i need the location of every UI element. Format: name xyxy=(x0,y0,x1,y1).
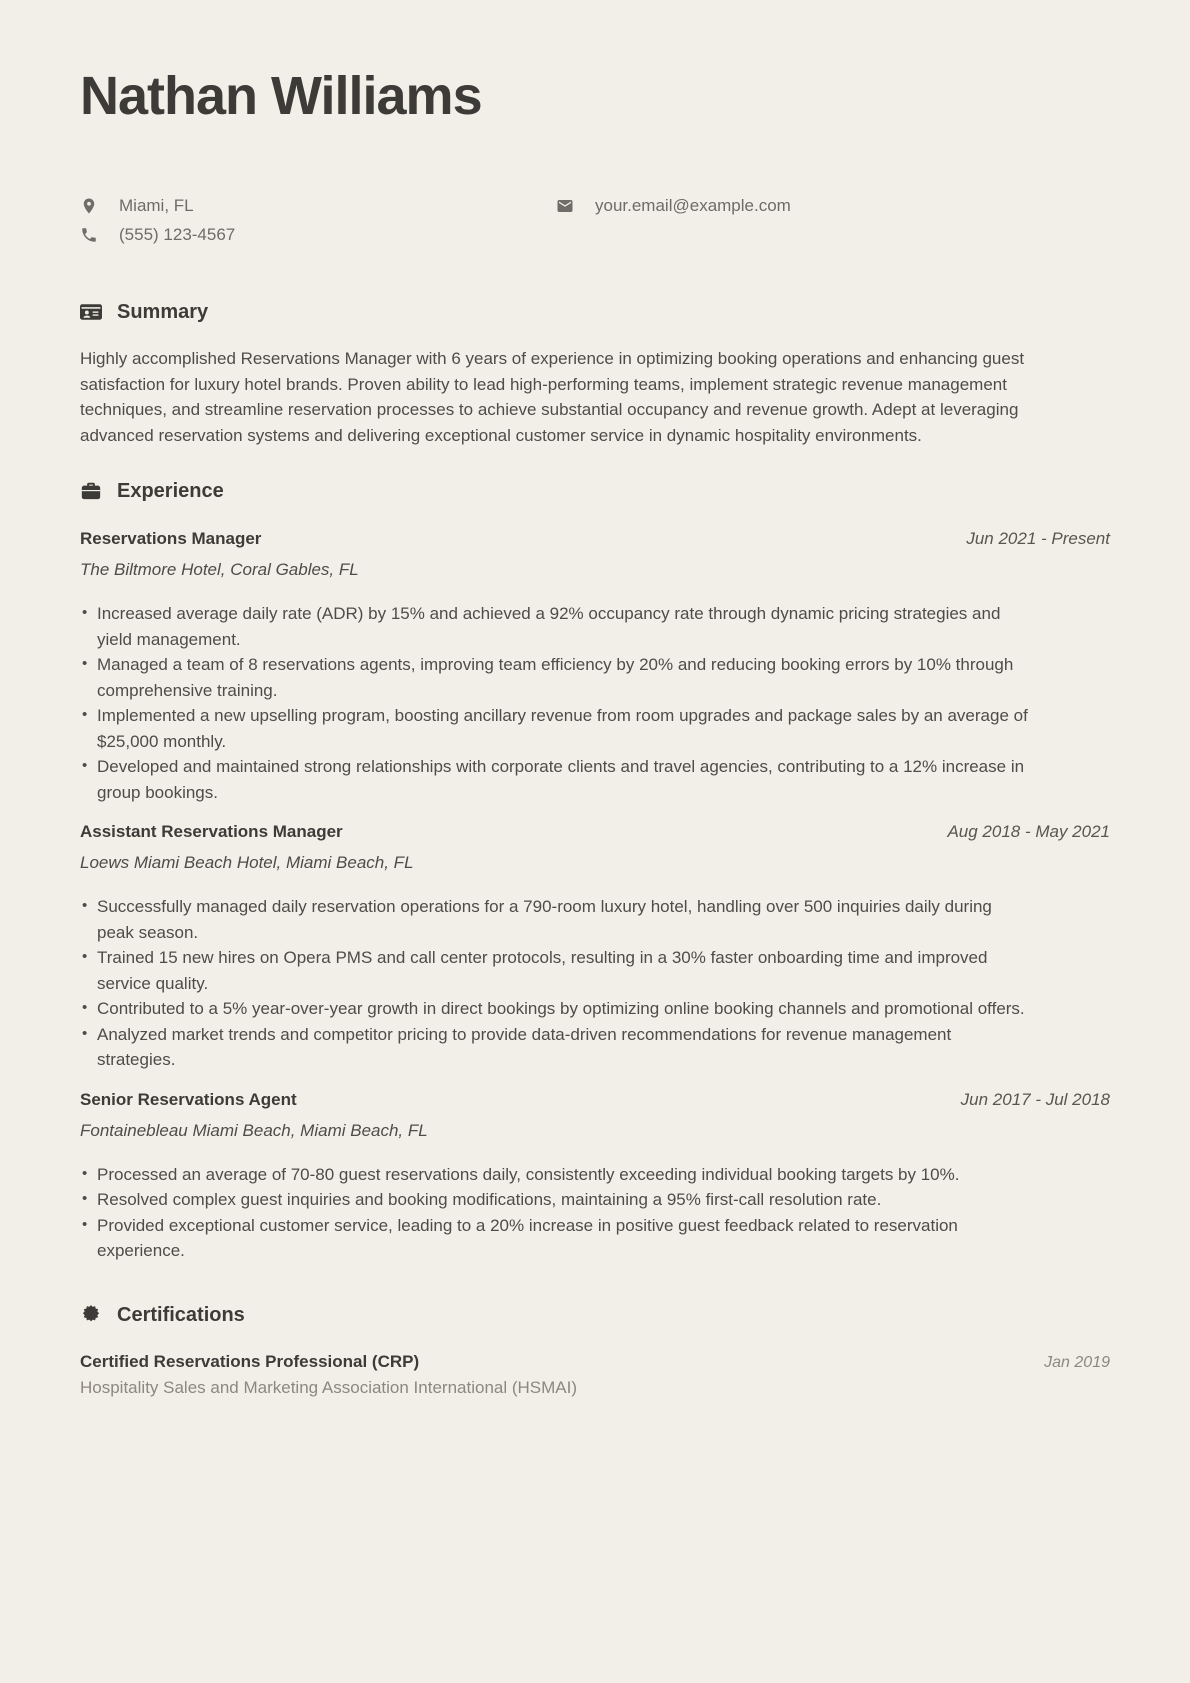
job-dates: Aug 2018 - May 2021 xyxy=(947,822,1110,841)
id-card-icon xyxy=(80,301,102,323)
job-entry xyxy=(80,529,1110,805)
job-bullet: • Resolved complex guest inquiries and booking modifications, maintaining a 95% first-call resolution rate. xyxy=(80,1187,1030,1213)
contact-phone xyxy=(80,225,556,245)
contact-email-text: your.email@example.com xyxy=(595,196,791,215)
experience-title: Experience xyxy=(117,480,224,502)
job-title: Senior Reservations Agent xyxy=(80,1089,297,1109)
summary-text: Highly accomplished Reservations Manager with 6 years of experience in optimizing booking operations and enhancing guest satisfaction for luxury hotel brands. Proven ability to lead high-performing teams, implement strategic revenue management techniques, and streamline reservation processes to achieve substantial occupancy and revenue growth. Adept at leveraging advanced reservation systems and delivering exceptional customer service in dynamic hospitality environments. xyxy=(80,349,1025,445)
job-bullet: • Developed and maintained strong relationships with corporate clients and travel agencies, contributing to a 12% increase in group bookings. xyxy=(80,754,1030,805)
job-bullet: • Analyzed market trends and competitor pricing to provide data-driven recommendations for revenue management strategies. xyxy=(80,1022,1030,1073)
certifications-title: Certifications xyxy=(117,1303,245,1326)
job-bullet-list xyxy=(80,894,1030,1073)
job-bullet-list xyxy=(80,1162,1030,1264)
contact-info xyxy=(80,196,1110,245)
envelope-icon xyxy=(556,197,574,215)
job-bullet: • Contributed to a 5% year-over-year growth in direct bookings by optimizing online booking channels and promotional offers. xyxy=(80,996,1030,1022)
certification-name: Certified Reservations Professional (CRP) xyxy=(80,1351,420,1371)
section-certifications xyxy=(80,1304,1110,1398)
job-bullet: • Increased average daily rate (ADR) by 15% and achieved a 92% occupancy rate through dynamic pricing strategies and yield management. xyxy=(80,601,1030,652)
job-bullet: • Provided exceptional customer service, leading to a 20% increase in positive guest feedback related to reservation experience. xyxy=(80,1213,1030,1264)
summary-title: Summary xyxy=(117,301,209,323)
contact-location xyxy=(80,196,556,216)
job-company: Loews Miami Beach Hotel, Miami Beach, FL xyxy=(80,853,414,872)
certification-entry xyxy=(80,1352,1110,1398)
job-entry xyxy=(80,1090,1110,1264)
summary-header xyxy=(80,301,1110,323)
section-summary xyxy=(80,301,1110,448)
job-title-row xyxy=(80,1090,1110,1110)
job-bullet: • Processed an average of 70-80 guest reservations daily, consistently exceeding individual booking targets by 10%. xyxy=(80,1162,1030,1188)
job-bullet: • Managed a team of 8 reservations agents, improving team efficiency by 20% and reducing booking errors by 10% through comprehensive training. xyxy=(80,652,1030,703)
candidate-name: Nathan Williams xyxy=(80,66,482,126)
job-title: Reservations Manager xyxy=(80,529,262,548)
contact-email xyxy=(556,196,1110,216)
briefcase-icon xyxy=(80,480,102,502)
job-bullet: • Successfully managed daily reservation operations for a 790-room luxury hotel, handling over 500 inquiries daily during peak season. xyxy=(80,894,1030,945)
job-title: Assistant Reservations Manager xyxy=(80,822,343,841)
job-bullet-list xyxy=(80,601,1030,805)
section-experience xyxy=(80,480,1110,1264)
experience-header xyxy=(80,480,1110,502)
contact-location-text: Miami, FL xyxy=(119,196,194,215)
job-dates: Jun 2017 - Jul 2018 xyxy=(960,1089,1110,1109)
phone-icon xyxy=(80,226,98,244)
job-entry xyxy=(80,822,1110,1073)
job-title-row xyxy=(80,529,1110,549)
certification-date: Jan 2019 xyxy=(1044,1353,1110,1371)
job-bullet: • Implemented a new upselling program, boosting ancillary revenue from room upgrades and package sales by an average of $25,000 monthly. xyxy=(80,703,1030,754)
job-company: The Biltmore Hotel, Coral Gables, FL xyxy=(80,560,359,579)
certifications-header xyxy=(80,1304,1110,1326)
job-title-row xyxy=(80,822,1110,842)
job-bullet: • Trained 15 new hires on Opera PMS and call center protocols, resulting in a 30% faster onboarding time and improved service quality. xyxy=(80,945,1030,996)
certification-issuer: Hospitality Sales and Marketing Association International (HSMAI) xyxy=(80,1377,578,1397)
job-dates: Jun 2021 - Present xyxy=(966,529,1110,548)
job-company: Fontainebleau Miami Beach, Miami Beach, FL xyxy=(80,1120,428,1140)
contact-phone-text: (555) 123-4567 xyxy=(119,225,236,244)
certification-title-row xyxy=(80,1352,1110,1372)
certificate-seal-icon xyxy=(80,1304,102,1326)
location-pin-icon xyxy=(80,197,98,215)
